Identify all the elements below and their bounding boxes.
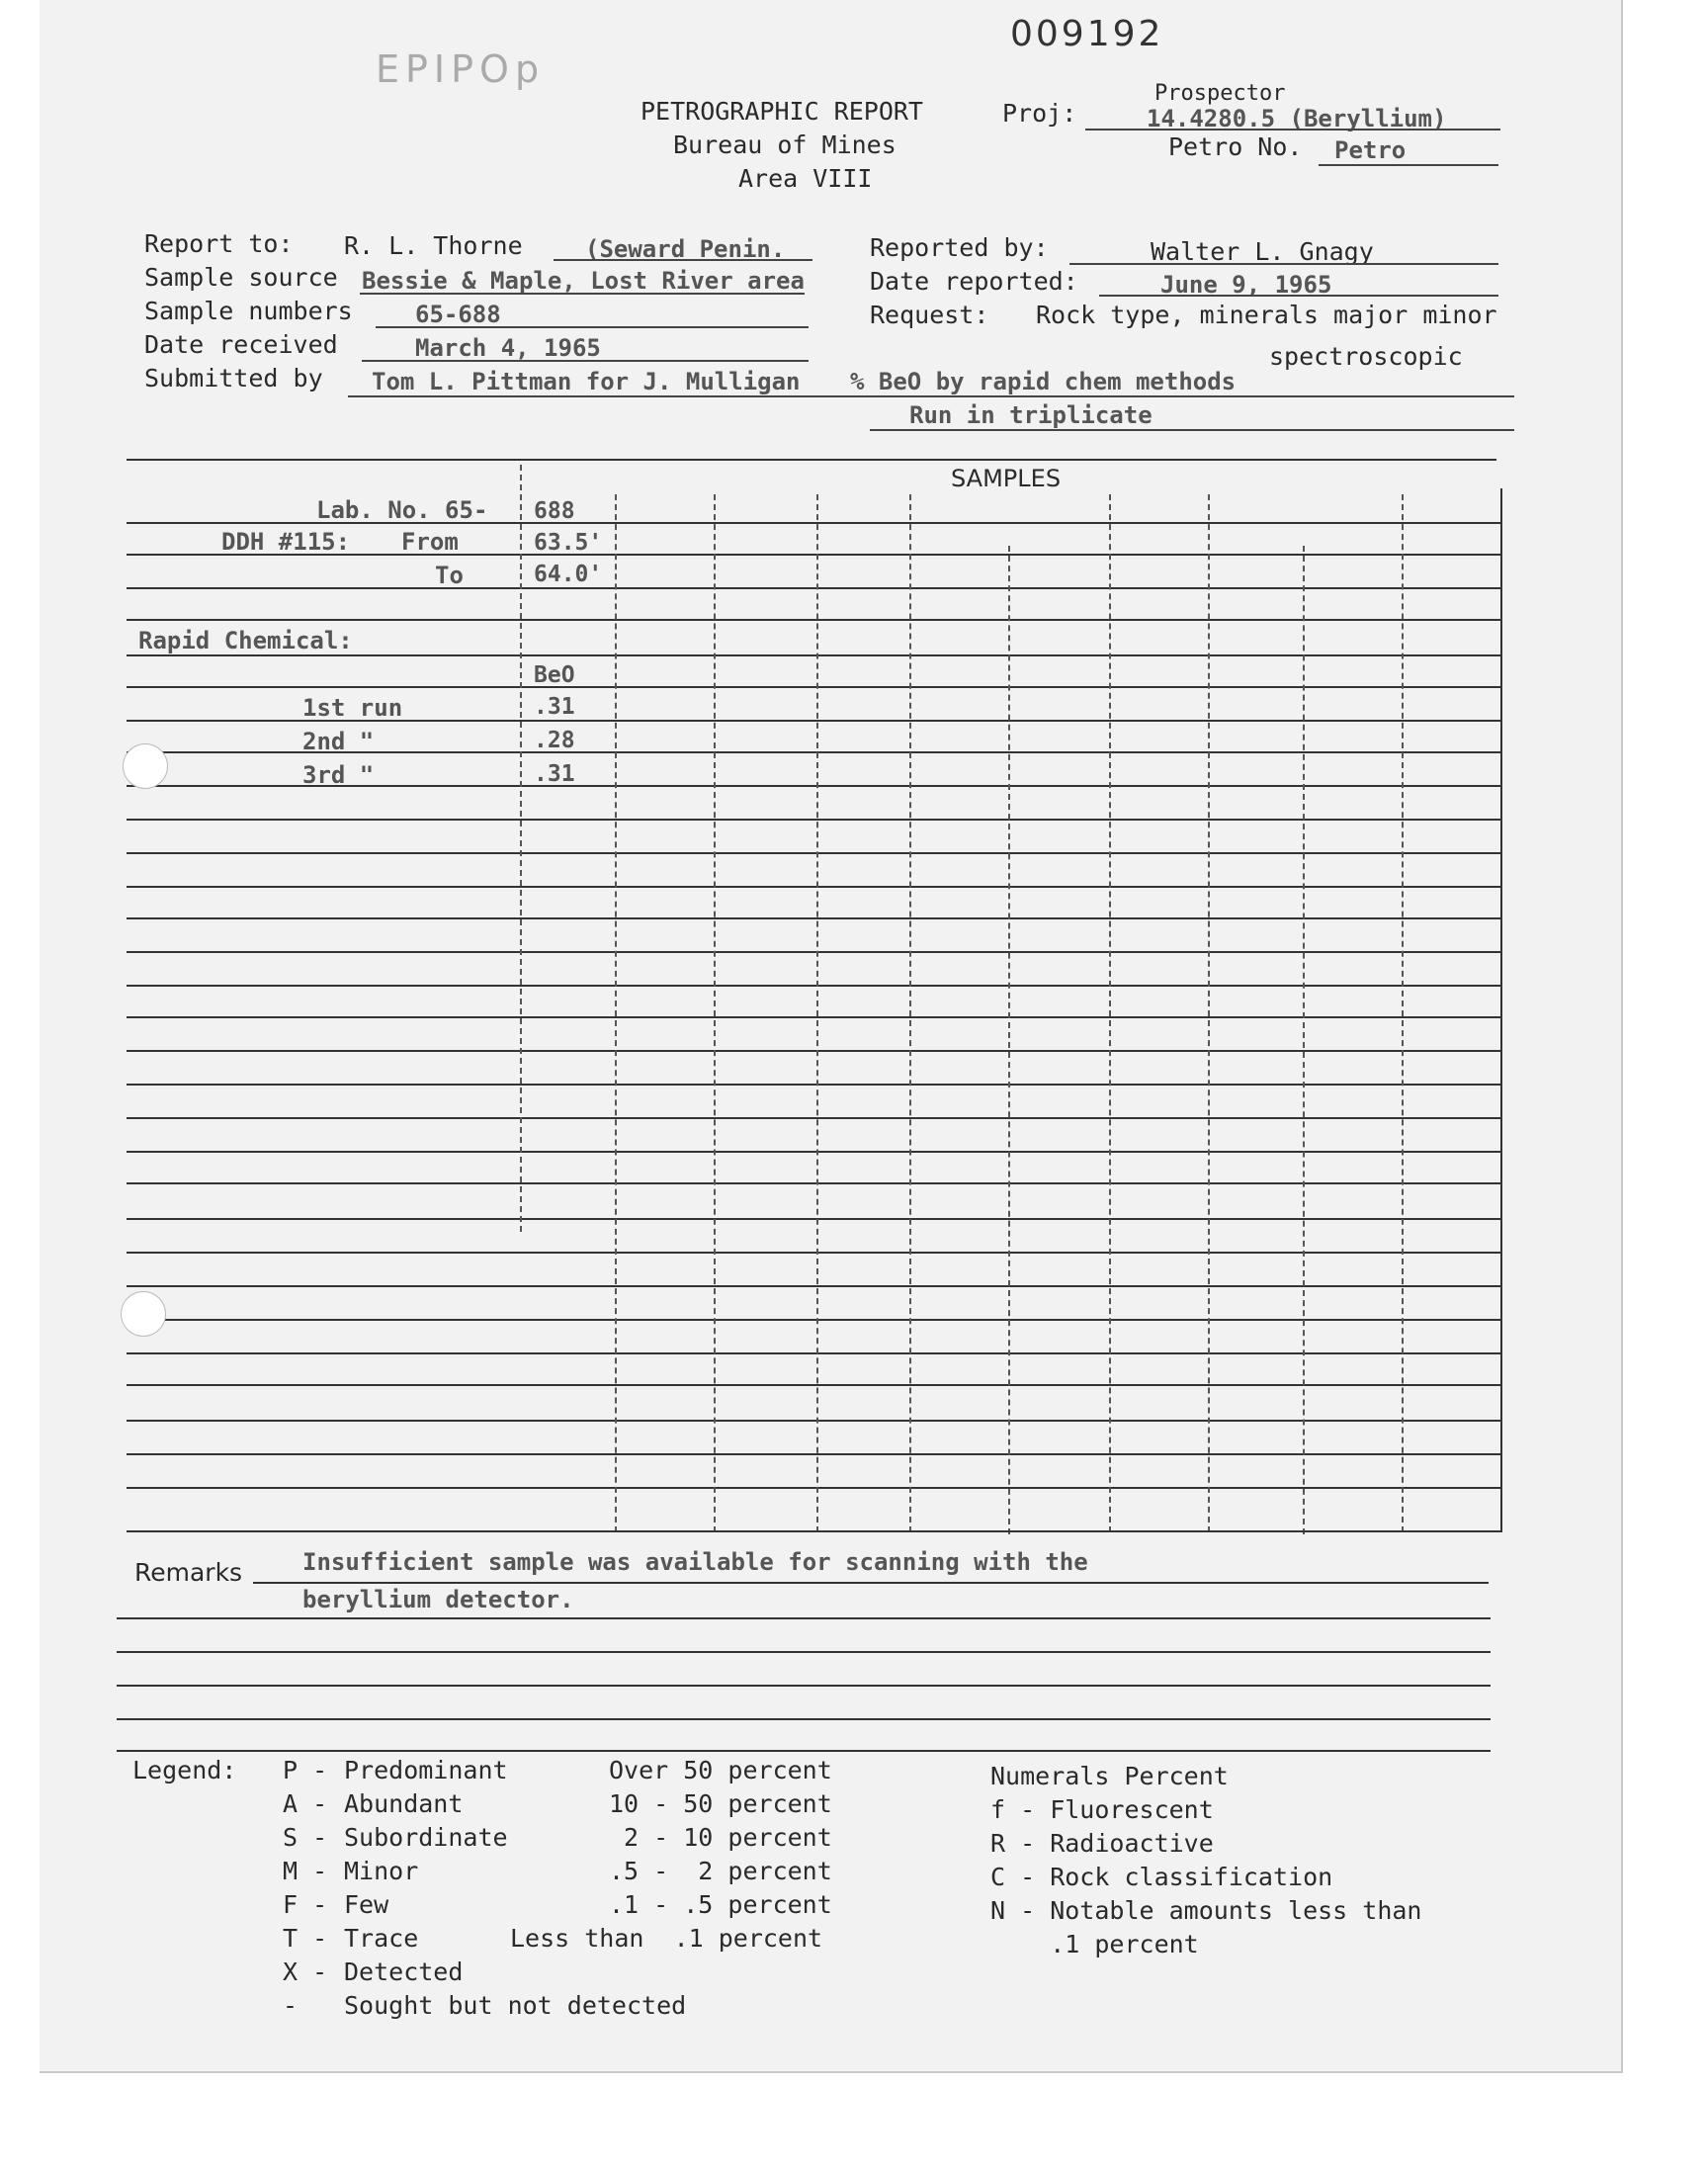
submitted-by-value: Tom L. Pittman for J. Mulligan [372, 368, 801, 395]
report-to-extra: (Seward Penin. [585, 235, 786, 263]
table-rule [127, 1151, 1500, 1153]
table-column-rule [1208, 494, 1210, 1532]
table-rule [127, 985, 1500, 987]
proj-note: Prospector [1154, 81, 1286, 106]
rapid-chemical-label: Rapid Chemical: [138, 627, 353, 654]
table-column-rule [1402, 494, 1404, 1532]
legend-name: Few [344, 1890, 389, 1919]
table-rule [127, 619, 1500, 621]
punch-hole [121, 1291, 166, 1337]
corner-stamp: EPIPOp [376, 47, 546, 91]
legend-code: X - [283, 1958, 328, 1986]
sample-source-label: Sample source [144, 263, 338, 292]
legend-code: M - [283, 1857, 328, 1885]
legend-code: T - [283, 1924, 328, 1953]
punch-hole [123, 743, 168, 789]
table-column-rule [1008, 546, 1010, 1534]
table-column-rule [1303, 546, 1305, 1534]
table-rule [127, 1487, 1500, 1489]
table-rule [127, 1252, 1500, 1254]
table-bottom-rule [127, 1530, 1500, 1532]
legend-right-item: f - Fluorescent [990, 1795, 1214, 1824]
table-rule [127, 886, 1500, 888]
table-rule [127, 1117, 1500, 1119]
legend-right-item: R - Radioactive [990, 1829, 1214, 1858]
table-rule [127, 587, 1500, 589]
legend-name: Detected [344, 1958, 464, 1986]
table-rule [127, 1182, 1500, 1184]
legend-right-title: Numerals Percent [990, 1762, 1229, 1790]
legend-right-item: C - Rock classification [990, 1863, 1333, 1891]
legend-name: Trace [344, 1924, 419, 1953]
reported-by-label: Reported by: [870, 233, 1049, 262]
legend-range: 2 - 10 percent [609, 1823, 832, 1852]
reported-by-value: Walter L. Gnagy [1151, 237, 1374, 266]
to-label: To [435, 562, 464, 589]
legend-code: A - [283, 1789, 328, 1818]
table-rule [127, 1285, 1500, 1287]
run-value: .31 [534, 694, 575, 720]
submitted-by-label: Submitted by [144, 364, 323, 392]
request-value-2: spectroscopic [1269, 342, 1463, 371]
report-to-value: R. L. Thorne [344, 231, 523, 260]
table-column-rule [1109, 494, 1111, 1532]
legend-right-item: N - Notable amounts less than [990, 1896, 1422, 1925]
bureau-name: Bureau of Mines [673, 130, 897, 159]
date-received-label: Date received [144, 330, 338, 359]
table-rule [127, 1352, 1500, 1354]
from-value: 63.5' [534, 530, 603, 556]
table-column-rule [909, 494, 911, 1532]
table-rule [127, 1084, 1500, 1086]
run-value: .28 [534, 728, 575, 753]
run-label: 3rd " [302, 761, 375, 789]
table-rule [127, 1384, 1500, 1386]
legend-code: F - [283, 1890, 328, 1919]
legend-range: Less than .1 percent [510, 1924, 823, 1953]
ddh-label: DDH #115: [221, 528, 351, 556]
petro-label: Petro No. [1168, 132, 1303, 161]
table-rule [127, 819, 1500, 821]
request-value-1: Rock type, minerals major minor [1036, 301, 1497, 329]
table-column-rule [816, 494, 818, 1532]
petro-value: Petro [1334, 136, 1407, 164]
remarks-line-1: Insufficient sample was available for scanning with the [302, 1548, 1088, 1576]
legend-right-item: .1 percent [990, 1930, 1199, 1958]
remarks-label: Remarks [134, 1558, 243, 1587]
table-column-rule [615, 494, 617, 1532]
table-rule [127, 1420, 1500, 1422]
legend-code: - [283, 1991, 299, 2020]
from-label: From [401, 528, 459, 556]
table-rule [127, 686, 1500, 688]
table-rule [127, 1319, 1500, 1321]
request-value-4: Run in triplicate [909, 401, 1153, 429]
sample-source-value: Bessie & Maple, Lost River area [362, 267, 805, 295]
samples-header: SAMPLES [951, 465, 1062, 492]
table-rule [127, 1050, 1500, 1052]
document-number: 009192 [1010, 14, 1164, 54]
table-rule [127, 852, 1500, 854]
table-rule [127, 1218, 1500, 1220]
proj-label: Proj: [1002, 99, 1077, 128]
table-rule [127, 1016, 1500, 1018]
table-rule [127, 917, 1500, 919]
date-reported-value: June 9, 1965 [1160, 271, 1332, 299]
beo-header: BeO [534, 662, 575, 688]
remarks-line-2: beryllium detector. [302, 1586, 574, 1613]
table-rule [127, 951, 1500, 953]
legend-name: Sought but not detected [344, 1991, 687, 2020]
legend-range: .1 - .5 percent [609, 1890, 832, 1919]
area-name: Area VIII [738, 164, 873, 193]
run-label: 1st run [302, 694, 403, 722]
table-rule [127, 1453, 1500, 1455]
legend-name: Minor [344, 1857, 419, 1885]
legend-name: Subordinate [344, 1823, 508, 1852]
run-label: 2nd " [302, 728, 375, 755]
legend-code: S - [283, 1823, 328, 1852]
to-value: 64.0' [534, 562, 603, 587]
legend-range: .5 - 2 percent [609, 1857, 832, 1885]
legend-range: Over 50 percent [609, 1756, 832, 1784]
date-received-value: March 4, 1965 [415, 334, 601, 362]
proj-value: 14.4280.5 (Beryllium) [1147, 105, 1447, 132]
run-value: .31 [534, 761, 575, 787]
date-reported-label: Date reported: [870, 267, 1078, 296]
request-value-3: % BeO by rapid chem methods [850, 368, 1237, 395]
lab-no-value: 688 [534, 498, 575, 524]
lab-no-label: Lab. No. 65- [316, 496, 488, 524]
table-rule [127, 654, 1500, 656]
table-column-rule [714, 494, 716, 1532]
legend-name: Predominant [344, 1756, 508, 1784]
report-to-label: Report to: [144, 229, 294, 258]
legend-range: 10 - 50 percent [609, 1789, 832, 1818]
sample-numbers-value: 65-688 [415, 301, 501, 328]
request-label: Request: [870, 301, 989, 329]
legend-code: P - [283, 1756, 328, 1784]
legend-label: Legend: [132, 1756, 237, 1784]
sample-numbers-label: Sample numbers [144, 297, 353, 325]
legend-name: Abundant [344, 1789, 464, 1818]
report-title: PETROGRAPHIC REPORT [640, 97, 923, 126]
